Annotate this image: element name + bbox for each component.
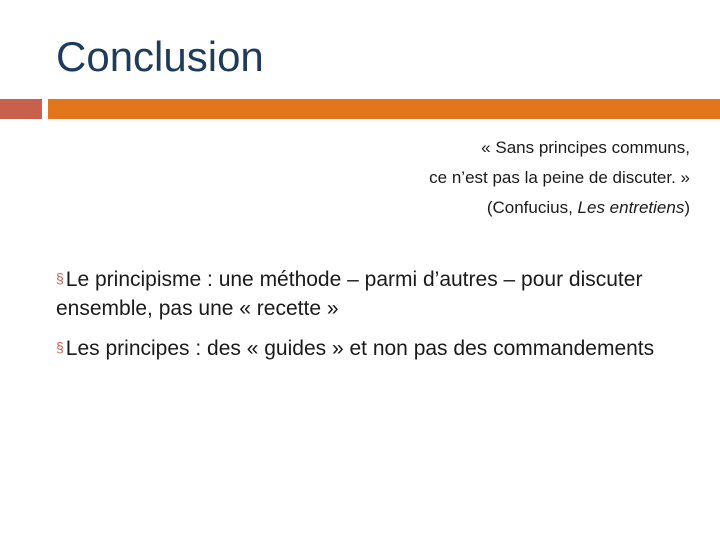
bullet-text: Les principes : des « guides » et non pas des commandements [65, 337, 655, 360]
bullet-item [56, 264, 676, 323]
bullet-item [56, 333, 676, 363]
square-bullet-icon: § [56, 339, 64, 355]
title-accent-bar-right [48, 99, 720, 119]
quote-line-2: ce n’est pas la peine de discuter. » [429, 168, 690, 187]
title-accent-bar-left [0, 99, 42, 119]
slide-title: Conclusion [56, 33, 264, 80]
quote-attribution-open: (Confucius, [486, 198, 578, 217]
quote-line-1: « Sans principes communs, [481, 138, 690, 157]
bullet-list [56, 264, 676, 373]
bullet-text: Le principisme : une méthode – parmi d’autres – pour discuter ensemble, pas une « recette » [56, 268, 643, 320]
quote-attribution-work: Les entretiens [577, 198, 685, 217]
quote-block [270, 133, 690, 223]
square-bullet-icon: § [56, 270, 64, 286]
quote-attribution [270, 193, 690, 223]
quote-attribution-close: ) [684, 198, 690, 217]
